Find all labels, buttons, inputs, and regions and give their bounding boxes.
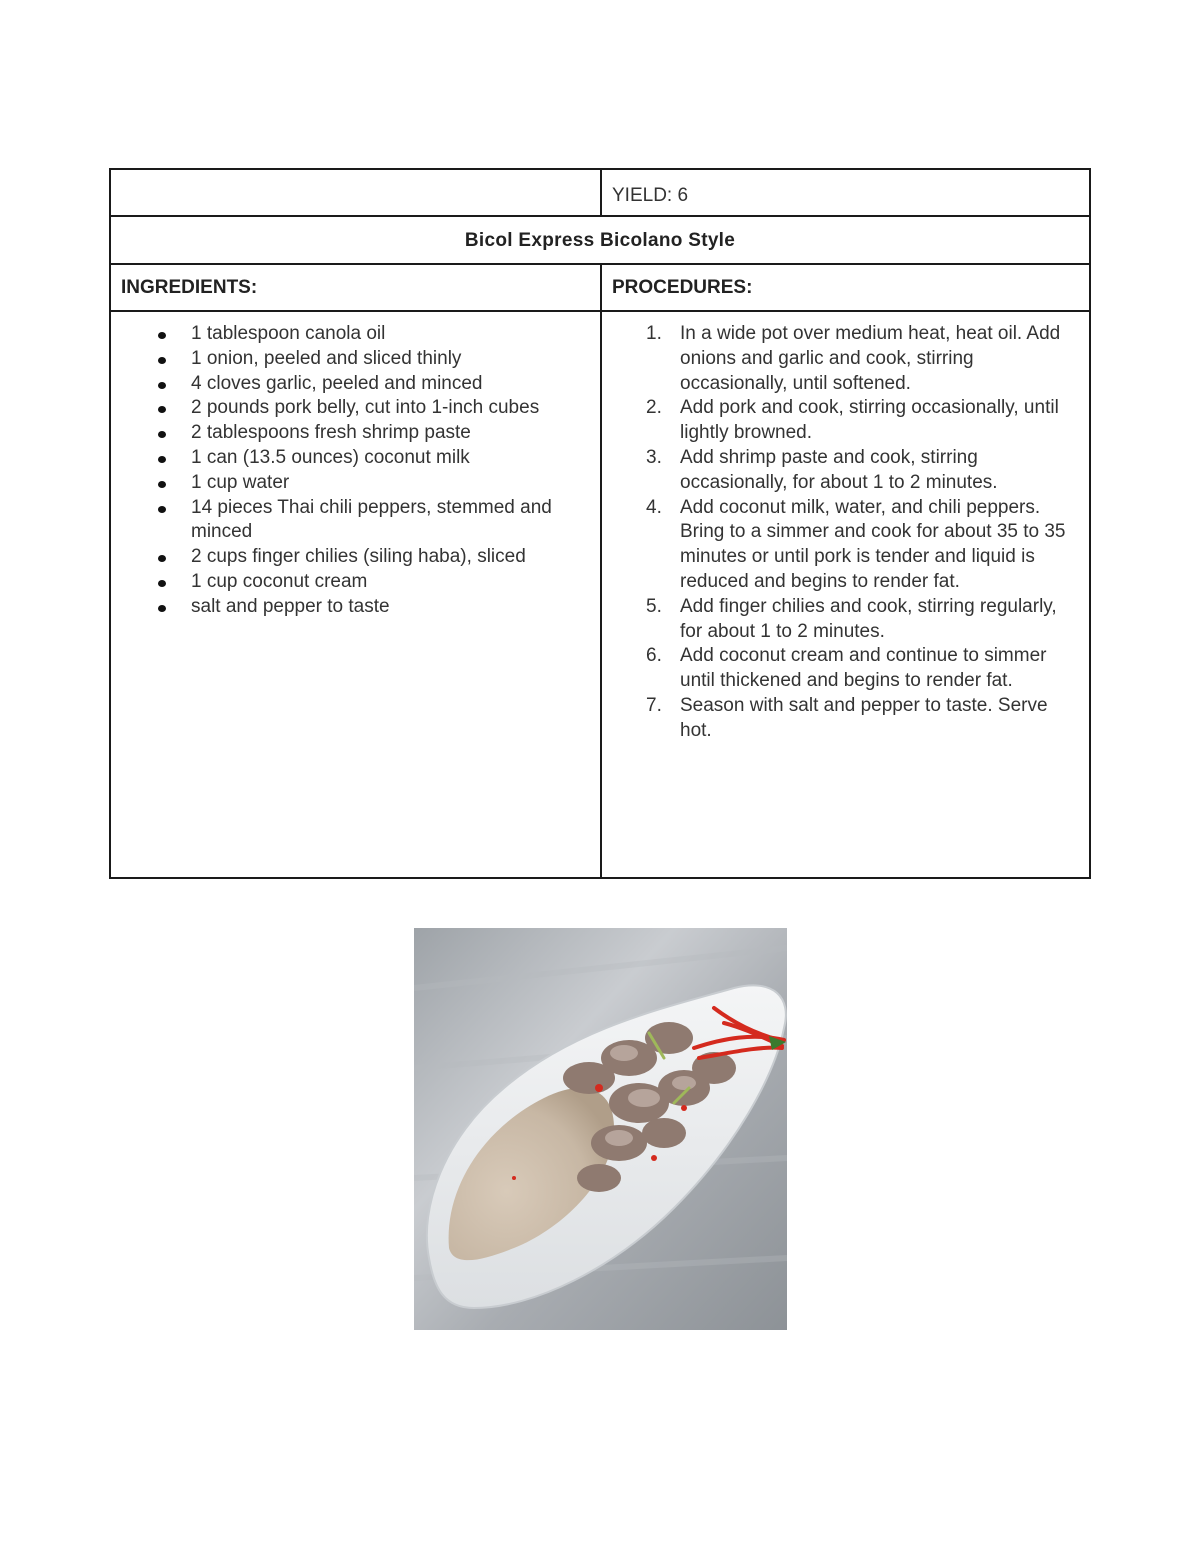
step-number: 1. <box>646 323 662 344</box>
step-number: 2. <box>646 397 662 419</box>
ingredient-item: 2 cups finger chilies (siling haba), sliced <box>111 545 591 570</box>
ingredient-item: 1 tablespoon canola oil <box>111 322 591 347</box>
step-text: Add coconut cream and continue to simmer until thickened and begins to render fat. <box>680 645 1047 692</box>
ingredients-list <box>111 322 591 620</box>
procedures-list <box>602 322 1086 744</box>
ingredient-item: 1 cup coconut cream <box>111 570 591 595</box>
ingredient-item: 14 pieces Thai chili peppers, stemmed and minced <box>111 496 591 546</box>
step-number: 5. <box>646 595 662 617</box>
step-number: 4. <box>646 496 662 518</box>
procedures-heading: PROCEDURES: <box>612 277 753 298</box>
ingredient-item: 1 cup water <box>111 471 591 496</box>
step-text: Add coconut milk, water, and chili peppers. Bring to a simmer and cook for about 35 to 35 minutes or until pork is tender and liquid is reduced and begins to render fat. <box>680 496 1066 592</box>
procedure-step <box>602 694 1086 744</box>
headings-row <box>111 265 1089 312</box>
yield-row <box>111 170 1089 217</box>
step-text: Add finger chilies and cook, stirring regularly, for about 1 to 2 minutes. <box>680 595 1057 642</box>
yield-empty-cell <box>111 170 602 215</box>
ingredient-item: salt and pepper to taste <box>111 595 591 620</box>
recipe-table <box>109 168 1091 879</box>
procedure-step <box>602 644 1086 694</box>
procedure-step <box>602 595 1086 645</box>
ingredient-item: 1 can (13.5 ounces) coconut milk <box>111 446 591 471</box>
procedures-cell <box>602 312 1089 877</box>
ingredients-heading-cell <box>111 265 602 310</box>
step-text: Add shrimp paste and cook, stirring occasionally, for about 1 to 2 minutes. <box>680 446 998 493</box>
procedure-step <box>602 496 1086 595</box>
recipe-title: Bicol Express Bicolano Style <box>464 230 736 251</box>
yield-label: YIELD: 6 <box>612 185 689 206</box>
ingredient-item: 2 tablespoons fresh shrimp paste <box>111 421 591 446</box>
procedure-step <box>602 322 1086 396</box>
procedure-step <box>602 446 1086 496</box>
ingredient-item: 2 pounds pork belly, cut into 1-inch cubes <box>111 396 591 421</box>
title-row <box>111 217 1089 265</box>
dish-photo <box>414 928 787 1330</box>
step-number: 6. <box>646 645 662 667</box>
ingredients-heading: INGREDIENTS: <box>121 277 258 298</box>
ingredients-cell <box>111 312 602 877</box>
body-row <box>111 312 1089 877</box>
yield-cell <box>602 170 1089 215</box>
step-text: Season with salt and pepper to taste. Serve hot. <box>680 694 1048 741</box>
step-text: In a wide pot over medium heat, heat oil. Add onions and garlic and cook, stirring occasionally, until softened. <box>680 323 1061 394</box>
ingredient-item: 1 onion, peeled and sliced thinly <box>111 347 591 372</box>
procedure-step <box>602 396 1086 446</box>
procedures-heading-cell <box>602 265 1089 310</box>
step-number: 3. <box>646 446 662 468</box>
ingredient-item: 4 cloves garlic, peeled and minced <box>111 372 591 397</box>
step-number: 7. <box>646 694 662 716</box>
step-text: Add pork and cook, stirring occasionally, until lightly browned. <box>680 397 1059 444</box>
